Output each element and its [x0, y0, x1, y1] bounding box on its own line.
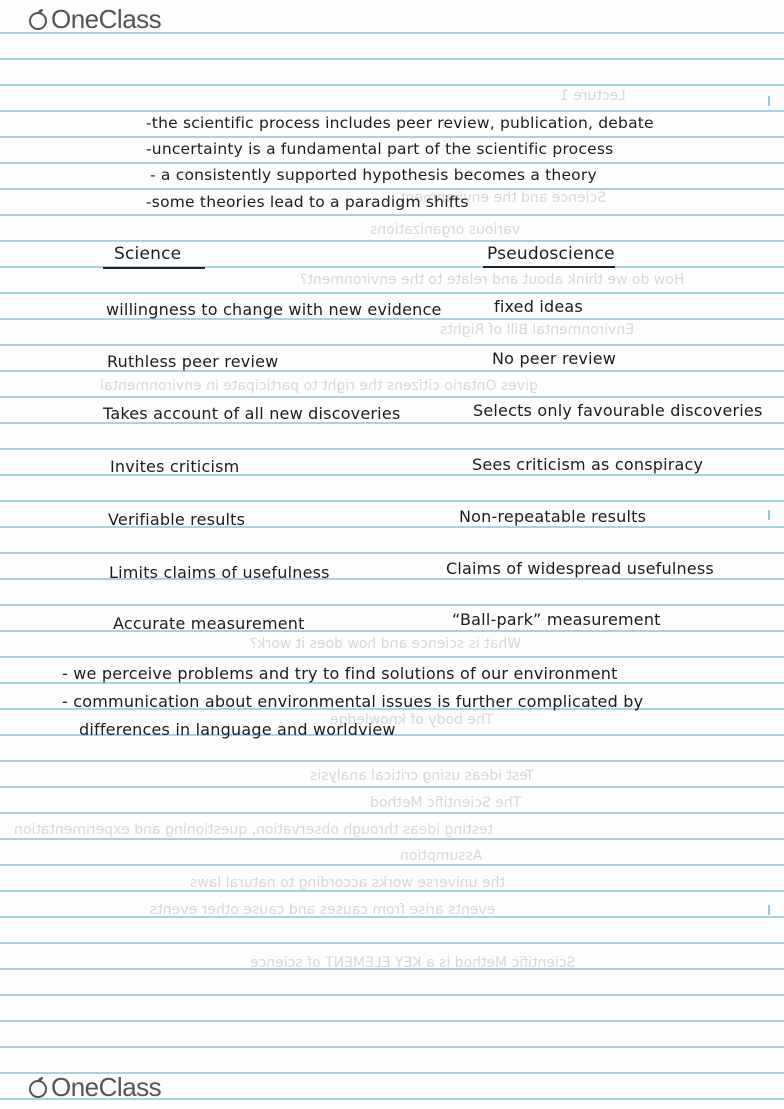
pseudoscience-trait: Sees criticism as conspiracy	[472, 455, 704, 474]
bleed-line: The body of knowledge	[330, 712, 494, 728]
science-trait: willingness to change with new evidence	[106, 300, 442, 319]
science-trait: Ruthless peer review	[107, 352, 279, 371]
bleed-line: Environmental Bill of Rights	[440, 322, 635, 338]
bullet-line: - a consistently supported hypothesis becomes a theory	[150, 166, 597, 184]
science-trait: Accurate measurement	[113, 614, 305, 633]
bullet-line: -the scientific process includes peer review, publication, debate	[146, 114, 654, 132]
bullet-line: differences in language and worldview	[79, 720, 396, 739]
bleed-line: The Scientific Method	[370, 795, 522, 811]
margin-mark	[768, 510, 770, 520]
bleed-line: Assumption	[400, 848, 483, 864]
bleed-line: Science and the environment	[400, 190, 607, 206]
brand-name: OneClass	[51, 1072, 162, 1102]
pseudoscience-heading: Pseudoscience	[487, 244, 615, 264]
science-trait: Invites criticism	[110, 457, 240, 476]
science-heading: Science	[114, 244, 182, 264]
bleed-line: the universe works according to natural laws	[190, 875, 505, 891]
bleed-line: various organizations	[370, 222, 521, 238]
pseudoscience-trait: Non-repeatable results	[459, 507, 647, 526]
bullet-line: - we perceive problems and try to find solutions of our environment	[62, 664, 618, 683]
bleed-line: Scientific Method is a KEY ELEMENT of science	[250, 955, 576, 971]
pseudoscience-trait: No peer review	[492, 349, 617, 368]
oneclass-logo	[26, 4, 161, 35]
margin-mark	[768, 905, 770, 915]
science-trait: Takes account of all new discoveries	[103, 404, 401, 423]
pseudoscience-trait: Selects only favourable discoveries	[473, 401, 763, 420]
science-trait: Verifiable results	[108, 510, 246, 529]
margin-mark	[768, 96, 770, 106]
leaf-icon	[26, 1076, 50, 1100]
bullet-line: -uncertainty is a fundamental part of the scientific process	[146, 140, 614, 158]
pseudoscience-trait: fixed ideas	[494, 297, 583, 316]
bleed-line: Lecture 1	[560, 88, 626, 104]
bleed-line: events arise from causes and cause other events	[150, 902, 496, 918]
oneclass-logo-footer	[26, 1072, 161, 1103]
pseudoscience-trait: “Ball-park” measurement	[452, 610, 661, 629]
bleed-line: What is science and how does it work?	[250, 636, 522, 652]
heading-underline	[103, 267, 205, 269]
bleed-line: Test ideas using critical analysis	[310, 768, 535, 784]
bleed-line: gives Ontario citizens the right to participate in environmental	[100, 378, 538, 394]
bleed-line: testing ideas through observation, questioning and experimentation	[14, 822, 494, 838]
bullet-line: -some theories lead to a paradigm shifts	[146, 193, 469, 211]
brand-name: OneClass	[51, 4, 162, 34]
pseudoscience-trait: Claims of widespread usefulness	[446, 559, 714, 578]
bleed-line: How do we think about and relate to the environment?	[300, 272, 685, 288]
leaf-icon	[26, 8, 50, 32]
bullet-line: - communication about environmental issues is further complicated by	[62, 692, 644, 711]
science-trait: Limits claims of usefulness	[109, 563, 330, 582]
heading-underline	[483, 266, 615, 268]
